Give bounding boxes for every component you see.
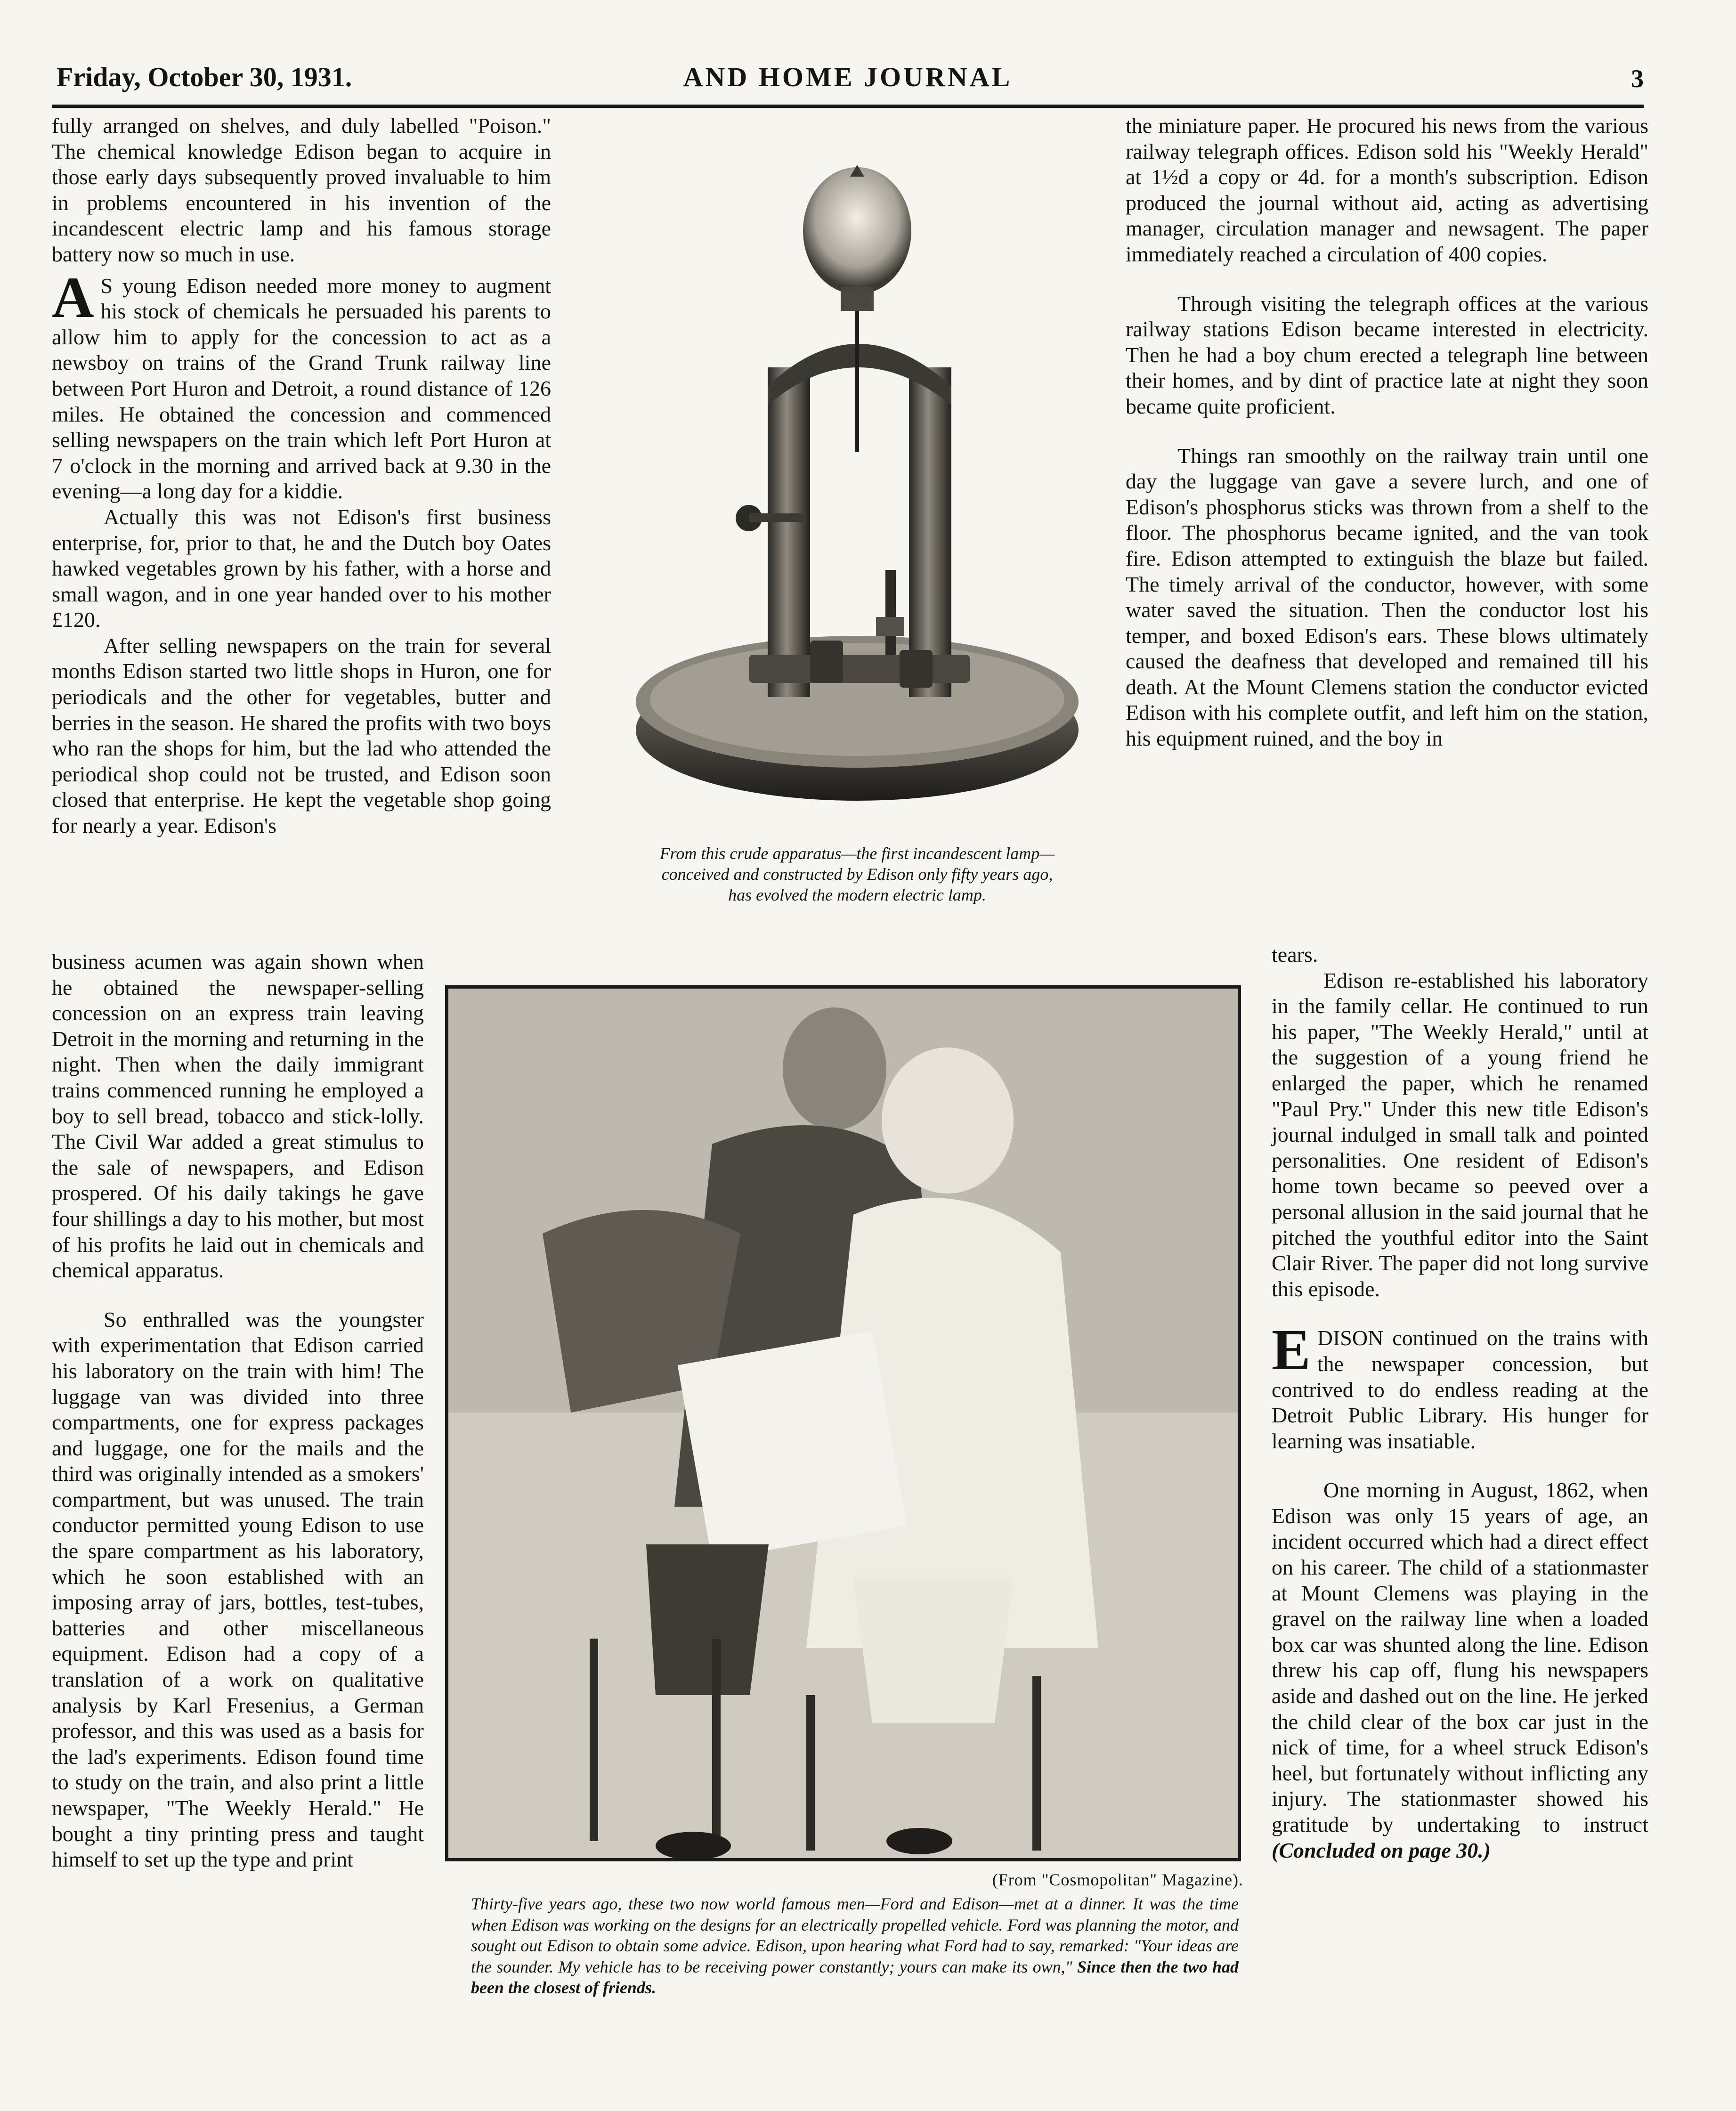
- left-paragraph-4: After selling newspapers on the train for several months Edison started two little shops in Huron, one for periodicals and the other for vegetables, butter and berries in the season. He shared the profits with two boys who ran the shops for him, but the lad who attended the periodical shop could not be trusted, and Edison soon closed that enterprise. He kept the vegetable shop going for nearly a year. Edison's: [52, 633, 551, 838]
- photo-credit: (From "Cosmopolitan" Magazine).: [992, 1870, 1243, 1889]
- drop-cap-e: E: [1272, 1317, 1311, 1382]
- right-paragraph-6: [1272, 1478, 1648, 1863]
- right-paragraph-4: Edison re-established his laboratory in the family cellar. He continued to run his paper, "The Weekly Herald," until at the suggestion of a young friend he enlarged the paper, which he renamed "Paul Pry." Under this new title Edison's journal indulged in small talk and pointed personalities. One resident of Edison's home town became so peeved over a personal allusion in the said journal that he pitched the youthful editor into the Saint Clair River. The paper did not long survive this episode.: [1272, 968, 1648, 1301]
- right-paragraph-6-text: One morning in August, 1862, when Edison was only 15 years of age, an incident occurred which had a direct effect on his career. The child of a stationmaster at Mount Clemens was playing in the gravel on the railway line when a loaded box car was shunted along the line. Edison threw his cap off, flung his newspapers aside and dashed out on the line. He jerked the child clear of the box car just in the nick of time, for a wheel struck Edison's heel, but fortunately without inflicting any injury. The stationmaster showed his gratitude by undertaking to instruct: [1272, 1478, 1648, 1836]
- right-column-top: [1126, 113, 1648, 752]
- lamp-caption: From this crude apparatus—the first incandescent lamp—conceived and constructed by Edison only fifty years ago, has evolved the modern electric lamp.: [659, 844, 1055, 904]
- left-paragraph-1: fully arranged on shelves, and duly labelled "Poison." The chemical knowledge Edison began to acquire in those early days subsequently proved invaluable to him in problems encountered in his invention of the incandescent electric lamp and his famous storage battery now so much in use.: [52, 114, 551, 266]
- right-paragraph-1: the miniature paper. He procured his news from the various railway telegraph offices. Edison sold his "Weekly Herald" at 1½d a copy or 4d. for a month's subscription. Edison produced the journal without aid, acting as advertising manager, circulation manager and newsagent. The paper immediately reached a circulation of 400 copies.: [1126, 114, 1648, 266]
- right-paragraph-3b: tears.: [1272, 942, 1318, 966]
- photo-caption: [471, 1893, 1239, 1998]
- left-column-top: [52, 113, 551, 839]
- incandescent-lamp-figure: [608, 122, 1102, 848]
- right-paragraph-5: [1272, 1317, 1648, 1454]
- page-header: [52, 52, 1644, 104]
- right-paragraph-3: Things ran smoothly on the railway train until one day the luggage van gave a severe lurch, and one of Edison's phosphorus sticks was thrown from a shelf to the floor. The phosphorus became ignited, and the van took fire. Edison attempted to extinguish the blaze but failed. The timely arrival of the conductor, however, with some water saved the situation. Then the conductor lost his temper, and boxed Edison's ears. These blows ultimately caused the deafness that developed and remained till his death. At the Mount Clemens station the conductor evicted Edison with his complete outfit, and left him on the station, his equipment ruined, and the boy in: [1126, 443, 1648, 751]
- left-column-lower: [52, 949, 424, 1873]
- ford-edison-photo: [445, 985, 1241, 1861]
- left-paragraph-5: So enthralled was the youngster with experimentation that Edison carried his laboratory on the train with him! The luggage van was divided into three compartments, one for express packages and luggage, one for the mails and the third was originally intended as a smokers' compartment, but was unused. The train conductor permitted young Edison to use the spare compartment as his laboratory, which he soon established with an imposing array of jars, bottles, test-tubes, batteries and other miscellaneous equipment. Edison had a copy of a translation of a work on qualitative analysis by Karl Fresenius, a German professor, and this was used as a basis for the lad's experiments. Edison found time to study on the train, and also print a little newspaper, "The Weekly Herald." He bought a tiny printing press and taught himself to set up the type and print: [52, 1307, 424, 1872]
- left-paragraph-4b: business acumen was again shown when he obtained the newspaper-selling concession on an express train leaving Detroit in the morning and returning in the night. Then when the daily immigrant trains commenced running he employed a boy to sell bread, tobacco and stick-lolly. The Civil War added a great stimulus to the sale of newspapers, and Edison prospered. Of his daily takings he gave four shillings a day to his mother, but most of his profits he laid out in chemicals and chemical apparatus.: [52, 950, 424, 1283]
- right-paragraph-5-text: DISON continued on the trains with the newspaper concession, but contrived to do endless reading at the Detroit Public Library. His hunger for learning was insatiable.: [1272, 1326, 1648, 1453]
- issue-date: Friday, October 30, 1931.: [57, 62, 352, 92]
- left-paragraph-3: Actually this was not Edison's first business enterprise, for, prior to that, he and the Dutch boy Oates hawked vegetables grown by his father, with a horse and small wagon, and in one year handed over to his mother £120.: [52, 504, 551, 632]
- right-paragraph-2: Through visiting the telegraph offices at the various railway stations Edison became interested in electricity. Then he had a boy chum erected a telegraph line between their homes, and by dint of practice late at night they soon became quite proficient.: [1126, 291, 1648, 418]
- continued-note: (Concluded on page 30.): [1272, 1838, 1491, 1862]
- drop-cap-a: A: [52, 265, 94, 330]
- photo-illustration: [448, 989, 1238, 1858]
- left-paragraph-2: [52, 265, 551, 504]
- photo-caption-end: Since then the two had been the closest of friends.: [471, 1957, 1239, 1997]
- photo-caption-text: Thirty-five years ago, these two now world famous men—Ford and Edison—met at a dinner. It was the time when Edison was working on the designs for an electrically propelled vehicle. Ford was planning the motor, and sought out Edison to obtain some advice. Edison, upon hearing what Ford had to say, remarked: "Your ideas are the sounder. My vehicle has to be receiving power constantly; yours can make its own,": [471, 1894, 1239, 1976]
- right-column-lower: [1272, 942, 1648, 1863]
- page-number: 3: [1631, 65, 1644, 93]
- publication-title: AND HOME JOURNAL: [683, 62, 1013, 92]
- header-rule: [52, 105, 1644, 108]
- left-paragraph-2-text: S young Edison needed more money to augment his stock of chemicals he persuaded his parents to allow him to apply for the concession to act as a newsboy on trains of the Grand Trunk railway line between Port Huron and Detroit, a round distance of 126 miles. He obtained the concession and commenced selling newspapers on the train which left Port Huron at 7 o'clock in the morning and arrived back at 9.30 in the evening—a long day for a kiddie.: [52, 273, 551, 503]
